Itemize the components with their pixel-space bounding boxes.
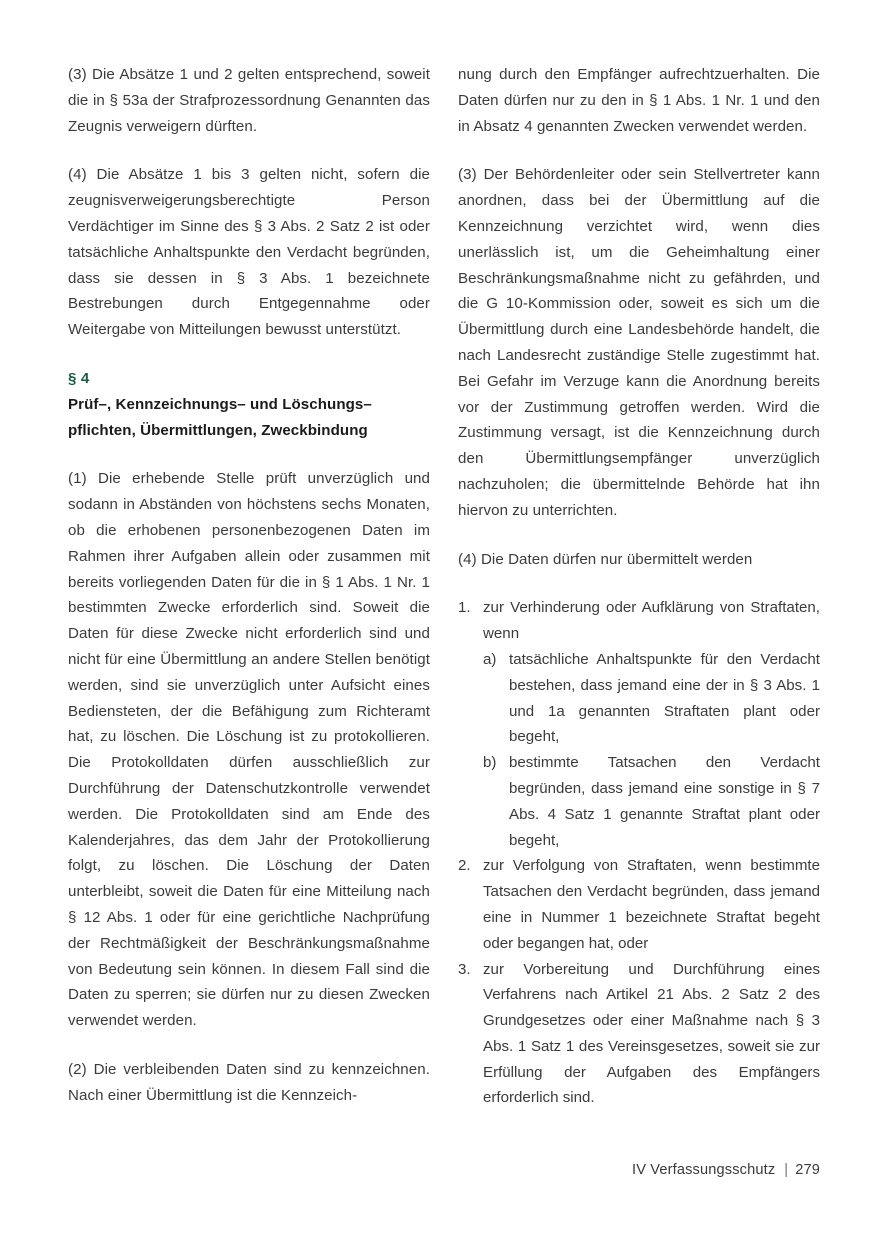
paragraph-absatz-3-right: (3) Der Behördenleiter oder sein Stellvertreter kann anordnen, dass bei der Übermittlung auf die Kennzeichnung verzichtet wird, wenn dies unerlässlich ist, um die Geheimhaltung einer Beschränkungsmaßnahme nicht zu gefährden, und die G 10-Kommission oder, soweit es sich um die Übermittlung durch eine Landesbehörde handelt, die nach Landesrecht zuständige Stelle zugestimmt hat. Bei Gefahr im Verzuge kann die Anordnung bereits vor der Zustimmung getroffen werden. Wird die Zustimmung versagt, ist die Kennzeichnung durch den Übermittlungsempfänger unverzüglich nachzuholen; die übermittelnde Behörde hat ihn hiervon zu unterrichten.: [458, 166, 820, 519]
sub-list-1: [483, 647, 820, 853]
list-marker-2: 2.: [458, 857, 471, 875]
list-marker-1: 1.: [458, 599, 471, 617]
right-column: [458, 62, 820, 1122]
sub-list-text-b: bestimmte Tatsachen den Verdacht begründen, dass jemand eine sonstige in § 7 Abs. 4 Satz 1 genannte Straftat plant oder begeht,: [509, 754, 820, 849]
sub-list-item-a: [483, 647, 820, 750]
page-footer: [632, 1160, 820, 1180]
paragraph-absatz-1: (1) Die erhebende Stelle prüft unverzüglich und sodann in Abständen von höchstens sechs Monaten, ob die erhobenen personenbezogenen Daten im Rahmen ihrer Aufgaben allein oder zusammen mit bereits vorliegenden Daten für die in § 1 Abs. 1 Nr. 1 bestimmten Zwecke erforderlich sind. Soweit die Daten für diese Zwecke nicht erforderlich sind und nicht für eine Übermittlung an andere Stellen benötigt werden, sind sie unverzüglich unter Aufsicht eines Bediensteten, der die Befähigung zum Richteramt hat, zu löschen. Die Löschung ist zu protokollieren. Die Protokolldaten dürfen ausschließlich zur Durchführung der Datenschutzkontrolle verwendet werden. Die Protokolldaten sind am Ende des Kalenderjahres, das dem Jahr der Protokollierung folgt, zu löschen. Die Löschung der Daten unterbleibt, soweit die Daten für eine Mitteilung nach § 12 Abs. 1 oder für eine gerichtliche Nachprüfung der Rechtmäßigkeit der Beschränkungsmaßnahme von Bedeutung sein können. In diesem Fall sind die Daten zu sperren; sie dürfen nur zu diesen Zwecken verwendet werden.: [68, 470, 430, 1030]
paragraph-absatz-4: (4) Die Absätze 1 bis 3 gelten nicht, sofern die zeugnisverweigerungsberechtigte Person Verdächtiger im Sinne des § 3 Abs. 2 Satz 2 ist oder tatsächliche Anhaltspunkte den Verdacht begründen, dass sie dessen in § 3 Abs. 1 bezeichnete Bestrebungen durch Entgegennahme oder Weitergabe von Mitteilungen bewusst unterstützt.: [68, 166, 430, 339]
section-title-line-2: pflichten, Übermittlungen, Zweckbindung: [68, 421, 368, 439]
list-text-3: zur Vorbereitung und Durchführung eines Verfahrens nach Artikel 21 Abs. 2 Satz 2 des Grundgesetzes oder einer Maßnahme nach § 3 Abs. 1 Satz 1 des Vereinsgesetzes, soweit sie zur Erfüllung der Aufgaben des Empfängers erforderlich sind.: [483, 960, 820, 1107]
left-column: [68, 62, 430, 1122]
footer-page-number: 279: [795, 1162, 820, 1178]
footer-separator: |: [784, 1162, 789, 1178]
paragraph-absatz-3: (3) Die Absätze 1 und 2 gelten entsprechend, soweit die in § 53a der Strafprozessordnung Genannten das Zeugnis verweigern dürften.: [68, 66, 430, 135]
section-title: [68, 392, 430, 444]
list-item-1: [458, 595, 820, 853]
sub-list-marker-b: b): [483, 754, 497, 772]
list-text-2: zur Verfolgung von Straftaten, wenn bestimmte Tatsachen den Verdacht begründen, dass jemand eine in Nummer 1 bezeichnete Straftat begeht oder begangen hat, oder: [483, 857, 820, 952]
enumerated-list: [458, 595, 820, 1111]
sub-list-item-b: [483, 750, 820, 853]
two-column-body: [68, 62, 820, 1122]
list-marker-3: 3.: [458, 960, 471, 978]
footer-chapter: IV Verfassungsschutz: [632, 1162, 776, 1178]
section-title-line-1: Prüf–, Kennzeichnungs– und Löschungs–: [68, 395, 372, 413]
list-item-3: [458, 957, 820, 1112]
section-number: § 4: [68, 369, 90, 387]
list-text-1: zur Verhinderung oder Aufklärung von Straftaten, wenn: [483, 599, 820, 643]
sub-list-text-a: tatsächliche Anhaltspunkte für den Verdacht bestehen, dass jemand eine der in § 3 Abs. 1 und 1a genannten Straftaten plant oder begeht,: [509, 650, 820, 746]
paragraph-absatz-2: (2) Die verbleibenden Daten sind zu kennzeichnen. Nach einer Übermittlung ist die Kennzeich-: [68, 1060, 430, 1104]
paragraph-absatz-2-continued: nung durch den Empfänger aufrechtzuerhalten. Die Daten dürfen nur zu den in § 1 Abs. 1 Nr. 1 und den in Absatz 4 genannten Zwecken verwendet werden.: [458, 66, 820, 135]
paragraph-absatz-4-right: (4) Die Daten dürfen nur übermittelt werden: [458, 550, 753, 568]
sub-list-marker-a: a): [483, 650, 497, 668]
list-item-2: [458, 853, 820, 956]
